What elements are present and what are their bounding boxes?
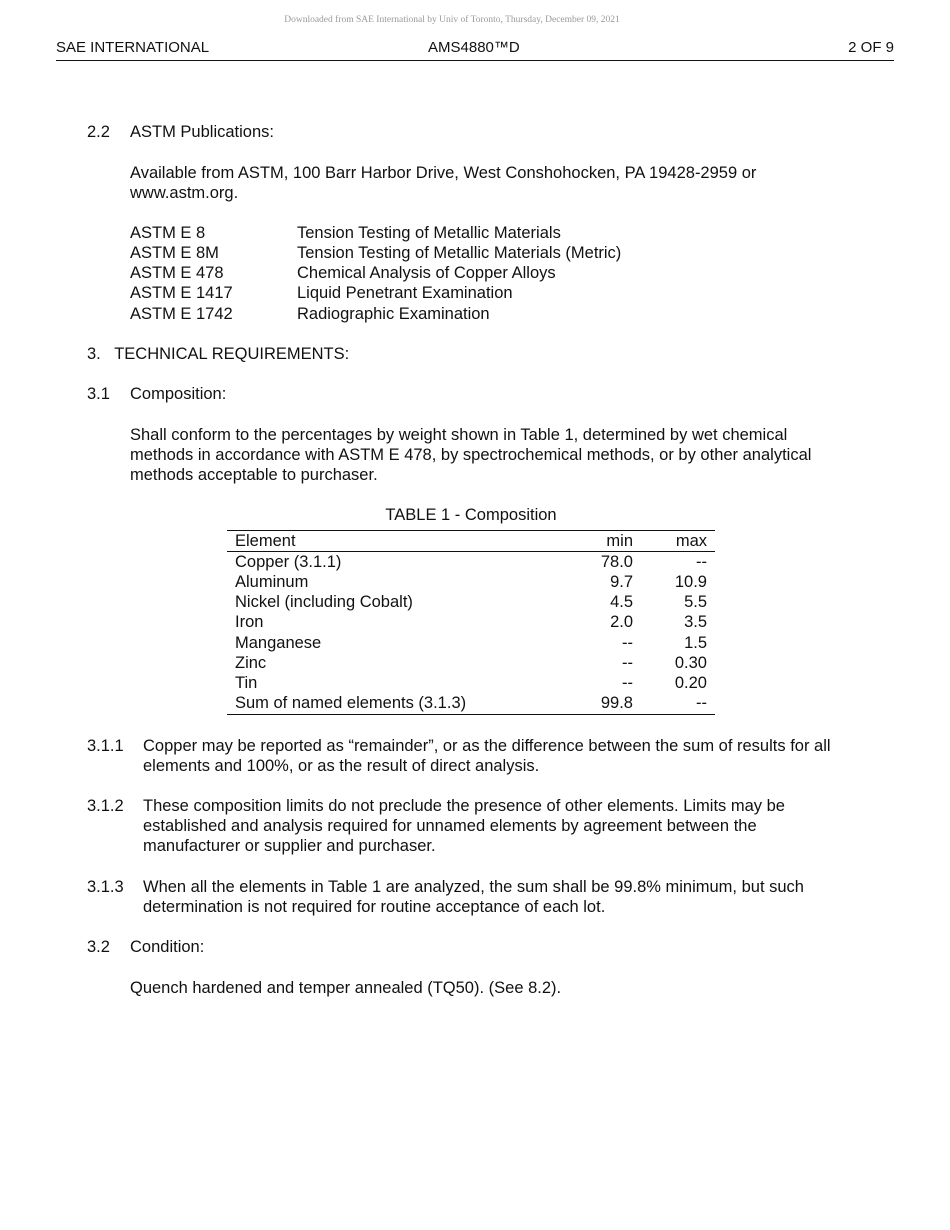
cell-max: -- <box>696 552 707 571</box>
table-row <box>227 613 715 633</box>
header-publisher: SAE INTERNATIONAL <box>56 39 210 56</box>
cell-max: 10.9 <box>674 572 707 591</box>
cell-element: Aluminum <box>235 572 309 591</box>
cell-element: Nickel (including Cobalt) <box>235 593 413 612</box>
download-watermark: Downloaded from SAE International by Univ of Toronto, Thursday, December 09, 2021 <box>284 15 620 25</box>
cell-element: Zinc <box>235 653 267 672</box>
table-1-caption: TABLE 1 - Composition <box>385 506 557 524</box>
section-3-1-title: Composition: <box>130 385 227 403</box>
section-3-1-body: Shall conform to the percentages by weight shown in Table 1, determined by wet chemical methods in accordance with ASTM E 478, by spectrochemical methods, or by other analytical methods acceptable to purchaser. <box>130 426 812 485</box>
section-3-1-1-number: 3.1.1 <box>87 737 124 755</box>
cell-max: 0.20 <box>674 673 707 692</box>
reference-title: Liquid Penetrant Examination <box>297 284 513 302</box>
cell-element: Copper (3.1.1) <box>235 552 342 571</box>
table-row <box>227 572 715 592</box>
reference-id: ASTM E 8M <box>130 244 219 262</box>
cell-min: -- <box>622 653 633 672</box>
cell-min: 4.5 <box>610 593 633 612</box>
section-3-1-3-number: 3.1.3 <box>87 878 124 896</box>
cell-max: -- <box>696 694 707 713</box>
cell-element: Iron <box>235 613 264 632</box>
table-row <box>227 694 715 715</box>
section-2-2-title: ASTM Publications: <box>130 123 274 141</box>
section-3-2-number: 3.2 <box>87 938 110 956</box>
table-row <box>227 673 715 693</box>
cell-max: 5.5 <box>684 593 707 612</box>
reference-title: Radiographic Examination <box>297 305 490 323</box>
reference-id: ASTM E 1742 <box>130 305 233 323</box>
section-3-1-number: 3.1 <box>87 385 110 403</box>
table-row <box>227 653 715 673</box>
section-3-2-body: Quench hardened and temper annealed (TQ50). (See 8.2). <box>130 979 562 997</box>
cell-min: -- <box>622 673 633 692</box>
section-2-2-number: 2.2 <box>87 123 110 141</box>
composition-table <box>227 530 715 715</box>
section-2-2-intro: Available from ASTM, 100 Barr Harbor Drive, West Conshohocken, PA 19428-2959 or www.astm.org. <box>130 164 757 203</box>
reference-id: ASTM E 478 <box>130 264 224 282</box>
section-3-1-2-number: 3.1.2 <box>87 797 124 815</box>
reference-title: Tension Testing of Metallic Materials <box>297 224 561 242</box>
cell-min: -- <box>622 633 633 652</box>
reference-title: Tension Testing of Metallic Materials (Metric) <box>297 244 622 262</box>
reference-id: ASTM E 8 <box>130 224 206 242</box>
section-3-1-3-text: When all the elements in Table 1 are analyzed, the sum shall be 99.8% minimum, but such determination is not required for routine acceptance of each lot. <box>143 878 804 917</box>
table-row <box>227 633 715 653</box>
cell-max: 1.5 <box>684 633 707 652</box>
section-3-1-1-text: Copper may be reported as “remainder”, or as the difference between the sum of results for all elements and 100%, or as the result of direct analysis. <box>143 737 831 776</box>
cell-element: Sum of named elements (3.1.3) <box>235 694 467 713</box>
table-row <box>227 593 715 613</box>
cell-element: Manganese <box>235 633 322 652</box>
header-document-id: AMS4880™D <box>428 39 520 56</box>
header-page-number: 2 OF 9 <box>848 39 894 56</box>
cell-min: 78.0 <box>600 552 633 571</box>
column-header-max: max <box>675 531 707 550</box>
section-3-heading: 3. TECHNICAL REQUIREMENTS: <box>87 345 350 363</box>
reference-title: Chemical Analysis of Copper Alloys <box>297 264 556 282</box>
cell-max: 3.5 <box>684 613 707 632</box>
table-header-row <box>227 531 715 552</box>
cell-element: Tin <box>235 673 258 692</box>
column-header-element: Element <box>235 531 296 550</box>
column-header-min: min <box>606 531 633 550</box>
reference-id: ASTM E 1417 <box>130 284 233 302</box>
page-header <box>56 38 894 61</box>
cell-min: 9.7 <box>610 572 633 591</box>
cell-max: 0.30 <box>674 653 707 672</box>
cell-min: 2.0 <box>610 613 633 632</box>
cell-min: 99.8 <box>600 694 633 713</box>
table-row <box>227 552 715 573</box>
section-3-2-title: Condition: <box>130 938 205 956</box>
section-3-1-2-text: These composition limits do not preclude the presence of other elements. Limits may be established and analysis required for unnamed elements by agreement between the manufacturer or supplier and purchaser. <box>143 797 785 856</box>
